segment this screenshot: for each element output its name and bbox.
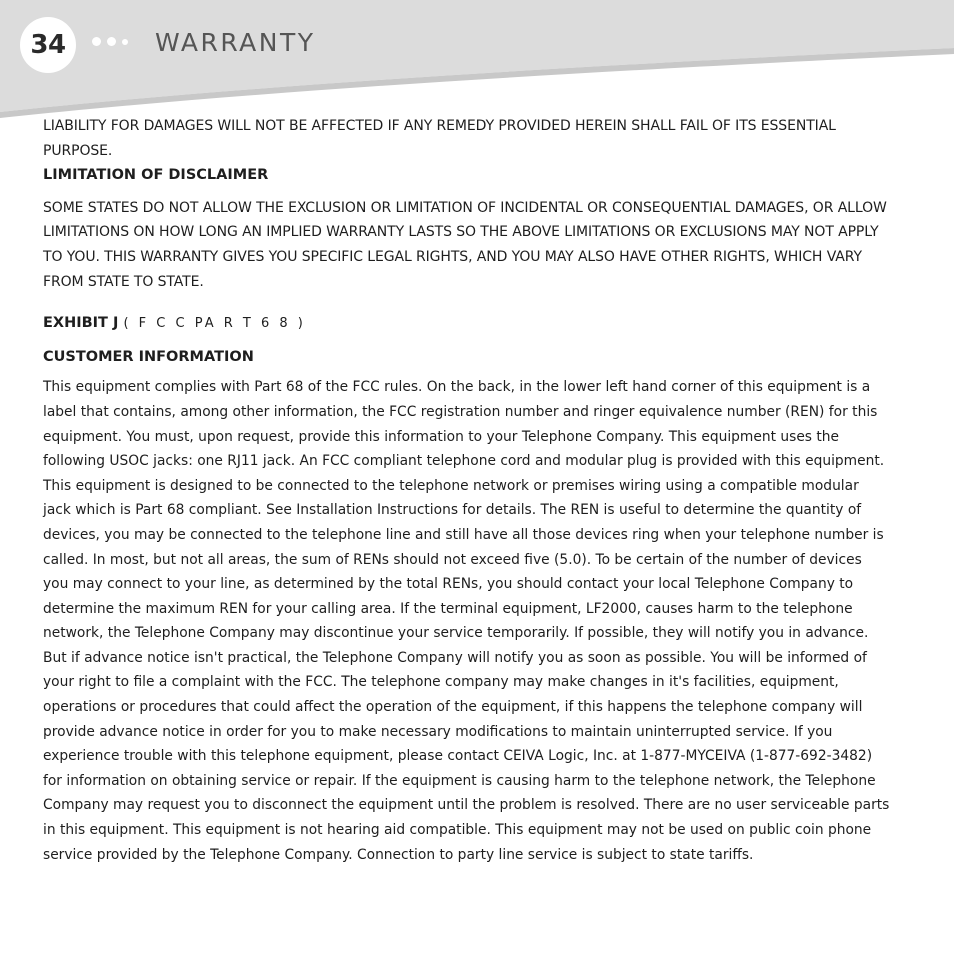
page-number: 34 <box>30 30 66 60</box>
three-dots-icon <box>92 37 128 46</box>
limitation-heading: LIMITATION OF DISCLAIMER <box>43 167 269 184</box>
page-header <box>0 0 954 120</box>
section-title: WARRANTY <box>155 28 316 57</box>
page-number-badge <box>20 17 76 73</box>
exhibit-heading: EXHIBIT J <box>43 315 119 332</box>
limitation-paragraph: SOME STATES DO NOT ALLOW THE EXCLUSION OR LIMITATION OF INCIDENTAL OR CONSEQUENTIAL DAMAGES, OR ALLOW LIMITATIONS ON HOW LONG AN IMPLIED WARRANTY LASTS SO THE ABOVE LIMITATIONS OR EXCLUSIONS MAY NOT APPLY TO YOU. THIS WARRANTY GIVES YOU SPECIFIC LEGAL RIGHTS, AND YOU MAY ALSO HAVE OTHER RIGHTS, WHICH VARY FROM STATE TO STATE. <box>43 199 887 290</box>
liability-paragraph: LIABILITY FOR DAMAGES WILL NOT BE AFFECTED IF ANY REMEDY PROVIDED HEREIN SHALL FAIL OF ITS ESSENTIAL PURPOSE. <box>43 118 836 159</box>
exhibit-heading-line <box>43 311 891 337</box>
exhibit-subtitle: ( F C C PA R T 6 8 ) <box>123 316 306 332</box>
header-band <box>0 0 954 120</box>
dot-icon <box>122 39 128 45</box>
customer-information-paragraph: This equipment complies with Part 68 of the FCC rules. On the back, in the lower left hand corner of this equipment is a label that contains, among other information, the FCC registration number and ringer equivalence number (REN) for this equipment. You must, upon request, provide this information to your Telephone Company. This equipment uses the following USOC jacks: one RJ11 jack. An FCC compliant telephone cord and modular plug is provided with this equipment. This equipment is designed to be connected to the telephone network or premises wiring using a compatible modular jack which is Part 68 compliant. See Installation Instructions for details. The REN is useful to determine the quantity of devices, you may be connected to the telephone line and still have all those devices ring when your telephone number is called. In most, but not all areas, the sum of RENs should not exceed five (5.0). To be certain of the number of devices you may connect to your line, as determined by the total RENs, you should contact your local Telephone Company to determine the maximum REN for your calling area. If the terminal equipment, LF2000, causes harm to the telephone network, the Telephone Company may discontinue your service temporarily. If possible, they will notify you in advance. But if advance notice isn't practical, the Telephone Company will notify you as soon as possible. You will be informed of your right to file a complaint with the FCC. The telephone company may make changes in it's facilities, equipment, operations or procedures that could affect the operation of the equipment, if this happens the telephone company will provide advance notice in order for you to make necessary modifications to maintain uninterrupted service. If you experience trouble with this telephone equipment, please contact CEIVA Logic, Inc. at 1-877-MYCEIVA (1-877-692-3482) for information on obtaining service or repair. If the equipment is causing harm to the telephone network, the Telephone Company may request you to disconnect the equipment until the problem is resolved. There are no user serviceable parts in this equipment. This equipment is not hearing aid compatible. This equipment may not be used on public coin phone service provided by the Telephone Company. Connection to party line service is subject to state tariffs. <box>43 379 890 863</box>
dot-icon <box>92 37 101 46</box>
customer-information-heading: CUSTOMER INFORMATION <box>43 348 254 365</box>
dot-icon <box>107 37 116 46</box>
document-body <box>43 114 891 867</box>
